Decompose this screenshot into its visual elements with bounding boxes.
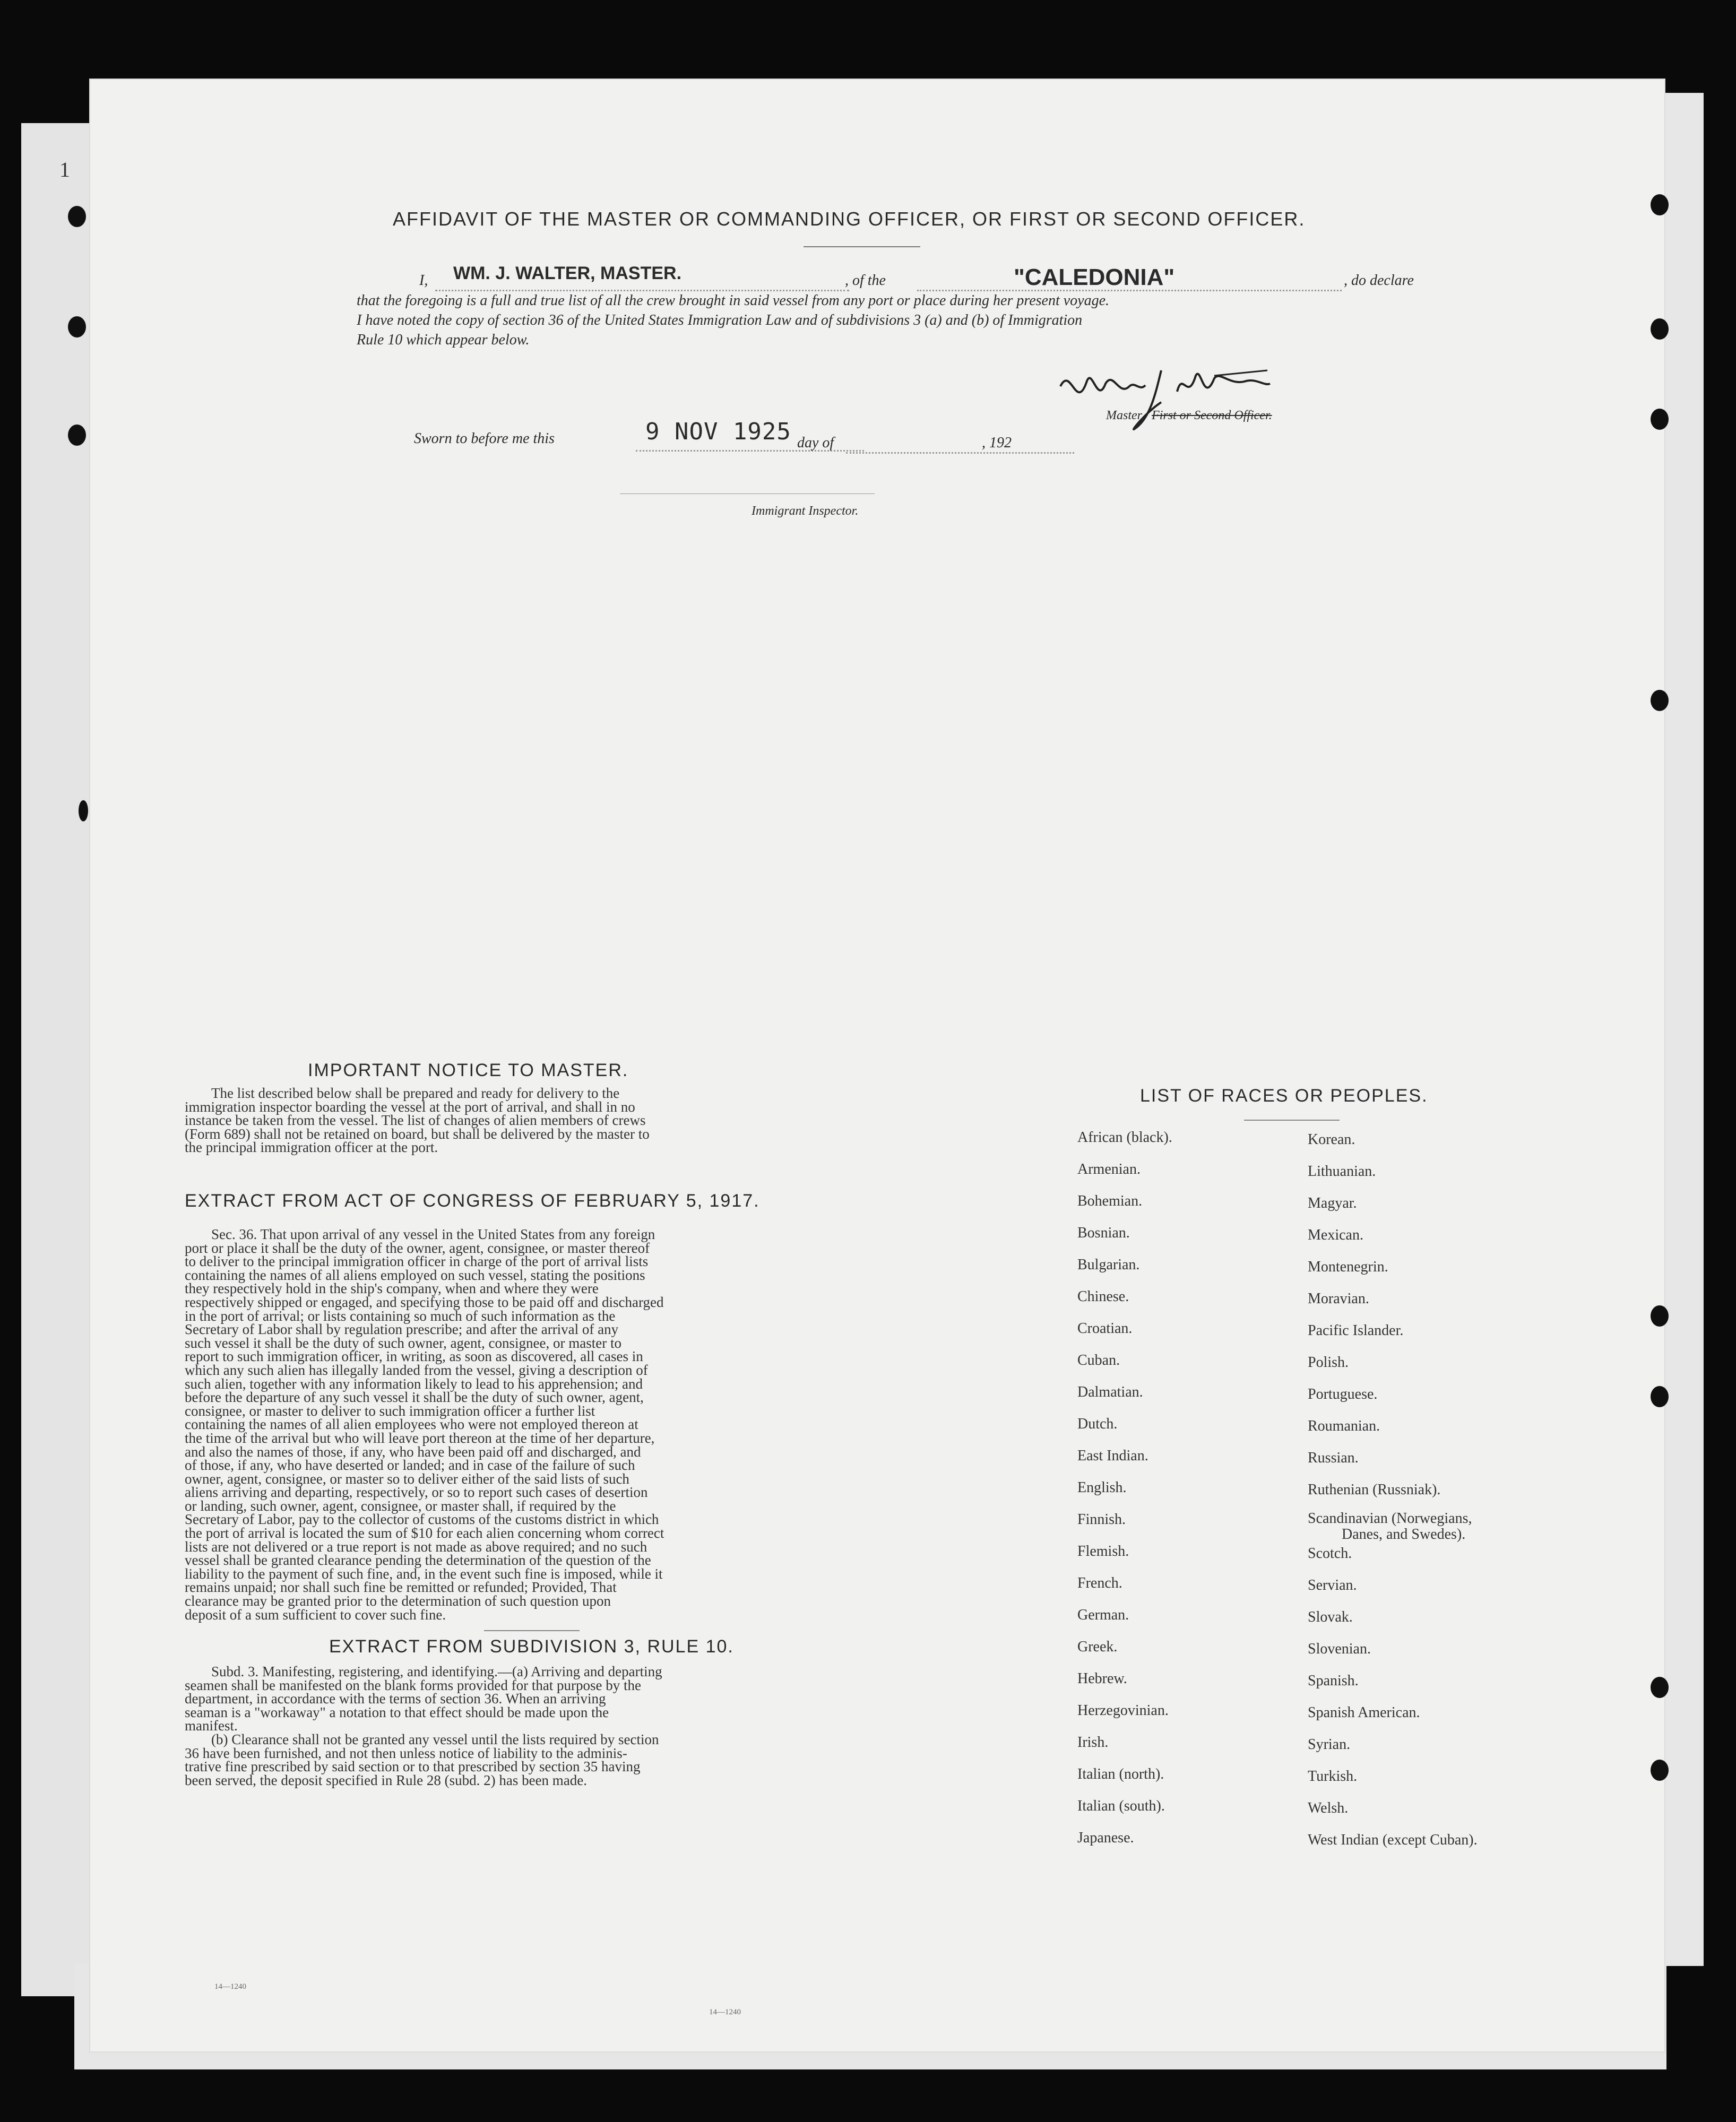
race-item: Turkish. — [1308, 1768, 1358, 1785]
act-line: consignee, or master to deliver to such immigration officer a further list — [185, 1402, 595, 1419]
act-line: liability to the payment of such fine, and, in the event such fine is imposed, while it — [185, 1565, 663, 1582]
binder-hole-left-1 — [68, 206, 86, 227]
title-divider — [804, 246, 920, 247]
race-item: Polish. — [1308, 1354, 1349, 1371]
act-line: Secretary of Labor shall by regulation prescribe; and after the arrival of any — [185, 1321, 619, 1338]
race-item: Korean. — [1308, 1131, 1355, 1148]
race-item: Irish. — [1077, 1734, 1109, 1751]
document-page — [89, 79, 1665, 2052]
rule-line: Subd. 3. Manifesting, registering, and identifying.—(a) Arriving and departing — [211, 1664, 662, 1679]
act-line: clearance may be granted prior to the determination of such question upon — [185, 1593, 611, 1609]
bottom-print-code: 14—1240 — [214, 1982, 246, 1991]
declaration-line-1: that the foregoing is a full and true list of all the crew brought in said vessel from any port or place during her present voyage. — [357, 292, 1110, 309]
race-item: French. — [1077, 1575, 1122, 1591]
rule-line: manifest. — [185, 1718, 238, 1734]
race-item: Roumanian. — [1308, 1418, 1380, 1434]
binder-hole-right-8 — [1651, 1760, 1669, 1781]
do-declare-label: , do declare — [1344, 272, 1414, 289]
binder-hole-left-3 — [68, 425, 86, 446]
sworn-date-stamp: 9 NOV 1925 — [645, 418, 791, 445]
vessel-name: "CALEDONIA" — [1014, 264, 1175, 290]
race-item: German. — [1077, 1607, 1129, 1623]
act-line: which any such alien has illegally landed from the vessel, giving a description of — [185, 1362, 648, 1378]
race-item: Finnish. — [1077, 1511, 1126, 1528]
struck-officer-caption: First or Second Officer. — [1152, 409, 1272, 422]
act-line: and also the names of those, if any, who have been paid off and discharged, and — [185, 1443, 641, 1460]
binder-hole-right-6 — [1651, 1386, 1669, 1407]
notice-line: instance be taken from the vessel. The list of changes of alien members of crews — [185, 1112, 646, 1129]
race-item: African (black). — [1077, 1129, 1172, 1146]
race-item: Italian (south). — [1077, 1798, 1165, 1814]
act-line: to deliver to the principal immigration officer in charge of the port of arrival lists — [185, 1253, 649, 1270]
race-item: Japanese. — [1077, 1830, 1134, 1846]
race-item: Mexican. — [1308, 1227, 1363, 1243]
race-item: Scotch. — [1308, 1545, 1352, 1562]
rule-line: 36 have been furnished, and not then unless notice of liability to the adminis- — [185, 1745, 627, 1761]
form-mark-left: 1 — [59, 158, 70, 181]
act-line: such vessel it shall be the duty of such owner, agent, consignee, or master to — [185, 1335, 621, 1351]
act-extract-title: EXTRACT FROM ACT OF CONGRESS OF FEBRUARY 5, 1917. — [185, 1191, 760, 1211]
declaration-line-2: I have noted the copy of section 36 of the United States Immigration Law and of subdivisions 3 (a) and (b) of Immigration — [357, 312, 1083, 328]
act-line: vessel shall be granted clearance pending the determination of the question of the — [185, 1552, 651, 1569]
declarant-i-label: I, — [419, 272, 428, 289]
act-line: lists are not delivered or a true report is not made as above required; and no such — [185, 1538, 647, 1555]
race-item: Armenian. — [1077, 1161, 1141, 1177]
race-item: East Indian. — [1077, 1448, 1148, 1464]
master-caption: Master, — [1106, 409, 1144, 422]
race-item: Syrian. — [1308, 1736, 1351, 1753]
rule-print-code: 14—1240 — [709, 2008, 741, 2016]
binder-hole-right-1 — [1651, 194, 1669, 215]
notice-title: IMPORTANT NOTICE TO MASTER. — [308, 1060, 629, 1080]
race-item: Cuban. — [1077, 1352, 1120, 1369]
declaration-line-3: Rule 10 which appear below. — [357, 332, 530, 348]
act-line: or landing, such owner, agent, consignee, or master shall, if required by the — [185, 1497, 616, 1514]
act-line: of those, if any, who have deserted or landed; and in case of the failure of such — [185, 1457, 635, 1474]
act-divider — [484, 1630, 580, 1631]
rule-line: seaman is a "workaway" a notation to that effect should be made upon the — [185, 1704, 609, 1720]
act-line: in the port of arrival; or lists containing so much of such information as the — [185, 1307, 616, 1324]
act-line: the time of the arrival but who will leave port thereon at the time of her departure, — [185, 1430, 655, 1446]
race-item: Chinese. — [1077, 1288, 1129, 1305]
act-line: port or place it shall be the duty of the owner, agent, consignee, or master thereof — [185, 1240, 650, 1256]
rule-line: department, in accordance with the terms of section 36. When an arriving — [185, 1691, 606, 1707]
race-item: Dalmatian. — [1077, 1384, 1143, 1400]
notice-line: (Form 689) shall not be retained on board, but shall be delivered by the master to — [185, 1125, 650, 1142]
race-item: Ruthenian (Russniak). — [1308, 1482, 1441, 1498]
of-the-label: , of the — [845, 272, 886, 289]
race-item: Greek. — [1077, 1639, 1118, 1655]
race-item: Spanish American. — [1308, 1704, 1420, 1721]
race-item: Servian. — [1308, 1577, 1357, 1593]
race-item: Croatian. — [1077, 1320, 1133, 1337]
notice-line: immigration inspector boarding the vessel at the port of arrival, and shall in no — [185, 1098, 635, 1115]
act-line: respectively shipped or engaged, and specifying those to be paid off and discharged — [185, 1294, 664, 1310]
act-line: such alien, together with any information likely to lead to his apprehension; and — [185, 1375, 643, 1392]
act-line: before the departure of any such vessel it shall be the duty of such owner, agent, — [185, 1389, 644, 1406]
race-item: Flemish. — [1077, 1543, 1129, 1560]
binder-hole-left-2 — [68, 316, 86, 337]
race-item: Hebrew. — [1077, 1670, 1127, 1687]
race-item: Portuguese. — [1308, 1386, 1378, 1402]
race-item: Herzegovinian. — [1077, 1702, 1169, 1719]
act-line: they respectively hold in the ship's company, when and where they were — [185, 1280, 599, 1297]
race-item: Slovenian. — [1308, 1641, 1371, 1657]
notice-line: the principal immigration officer at the port. — [185, 1139, 438, 1156]
race-item: Pacific Islander. — [1308, 1322, 1404, 1339]
binder-hole-right-5 — [1651, 1305, 1669, 1327]
act-line: Secretary of Labor, pay to the collector of customs of the customs district in which — [185, 1511, 659, 1528]
race-item: Russian. — [1308, 1450, 1359, 1466]
act-line: deposit of a sum sufficient to cover such fine. — [185, 1606, 446, 1623]
act-line: owner, agent, consignee, or master so to deliver either of the said lists of such — [185, 1470, 629, 1487]
race-item: English. — [1077, 1479, 1127, 1496]
race-item: Moravian. — [1308, 1290, 1369, 1307]
race-item: Bohemian. — [1077, 1193, 1143, 1209]
notice-text — [185, 1087, 877, 1155]
race-item: Lithuanian. — [1308, 1163, 1376, 1180]
race-item-continuation: Danes, and Swedes). — [1342, 1526, 1466, 1543]
act-line: report to such immigration officer, in writing, as soon as discovered, all cases in — [185, 1348, 643, 1365]
race-item: Bosnian. — [1077, 1225, 1130, 1241]
master-name: WM. J. WALTER, MASTER. — [453, 263, 682, 283]
sworn-label: Sworn to before me this — [414, 430, 555, 447]
act-line: containing the names of all alien employees who were not employed thereon at — [185, 1416, 638, 1433]
rule-line: trative fine prescribed by said section or to that prescribed by section 35 having — [185, 1759, 641, 1775]
inspector-caption: Immigrant Inspector. — [752, 504, 859, 518]
rule-line: seamen shall be manifested on the blank forms provided for that purpose by the — [185, 1677, 642, 1693]
act-extract-text — [185, 1228, 877, 1622]
rule-extract-title: EXTRACT FROM SUBDIVISION 3, RULE 10. — [329, 1636, 734, 1657]
month-line — [846, 452, 1074, 454]
act-line: the port of arrival is located the sum of $10 for each alien concerning whom correct — [185, 1525, 664, 1541]
race-item: Scandinavian (Norwegians, — [1308, 1510, 1472, 1527]
binder-hole-right-2 — [1651, 318, 1669, 340]
notice-line: The list described below shall be prepared and ready for delivery to the — [211, 1085, 620, 1101]
races-title: LIST OF RACES OR PEOPLES. — [1140, 1086, 1428, 1106]
inspector-signature-line — [620, 493, 875, 494]
race-item: Montenegrin. — [1308, 1259, 1388, 1275]
race-item: Bulgarian. — [1077, 1257, 1140, 1273]
race-item: Magyar. — [1308, 1195, 1357, 1211]
act-line: aliens arriving and departing, respectively, or so to report such cases of desertion — [185, 1484, 648, 1501]
act-line: Sec. 36. That upon arrival of any vessel in the United States from any foreign — [211, 1226, 655, 1242]
race-item: Slovak. — [1308, 1609, 1353, 1625]
race-item: Welsh. — [1308, 1800, 1349, 1816]
rule-extract-text — [185, 1665, 877, 1787]
act-line: containing the names of all aliens employed on such vessel, stating the positions — [185, 1267, 645, 1283]
race-item: Italian (north). — [1077, 1766, 1164, 1782]
day-of-label: day of — [797, 435, 834, 451]
race-item: West Indian (except Cuban). — [1308, 1832, 1478, 1848]
races-divider — [1244, 1120, 1340, 1121]
act-line: remains unpaid; nor shall such fine be remitted or refunded; Provided, That — [185, 1579, 617, 1596]
affidavit-title: AFFIDAVIT OF THE MASTER OR COMMANDING OFFICER, OR FIRST OR SECOND OFFICER. — [393, 208, 1306, 230]
binder-hole-right-3 — [1651, 409, 1669, 430]
rule-line: been served, the deposit specified in Rule 28 (subd. 2) has been made. — [185, 1772, 588, 1788]
rule-line: (b) Clearance shall not be granted any vessel until the lists required by section — [211, 1731, 659, 1747]
binder-hole-right-7 — [1651, 1677, 1669, 1698]
race-item: Spanish. — [1308, 1673, 1359, 1689]
binder-hole-left-4 — [79, 800, 88, 821]
binder-hole-right-4 — [1651, 690, 1669, 711]
race-item: Dutch. — [1077, 1416, 1118, 1432]
year-prefix: , 192 — [982, 435, 1012, 451]
